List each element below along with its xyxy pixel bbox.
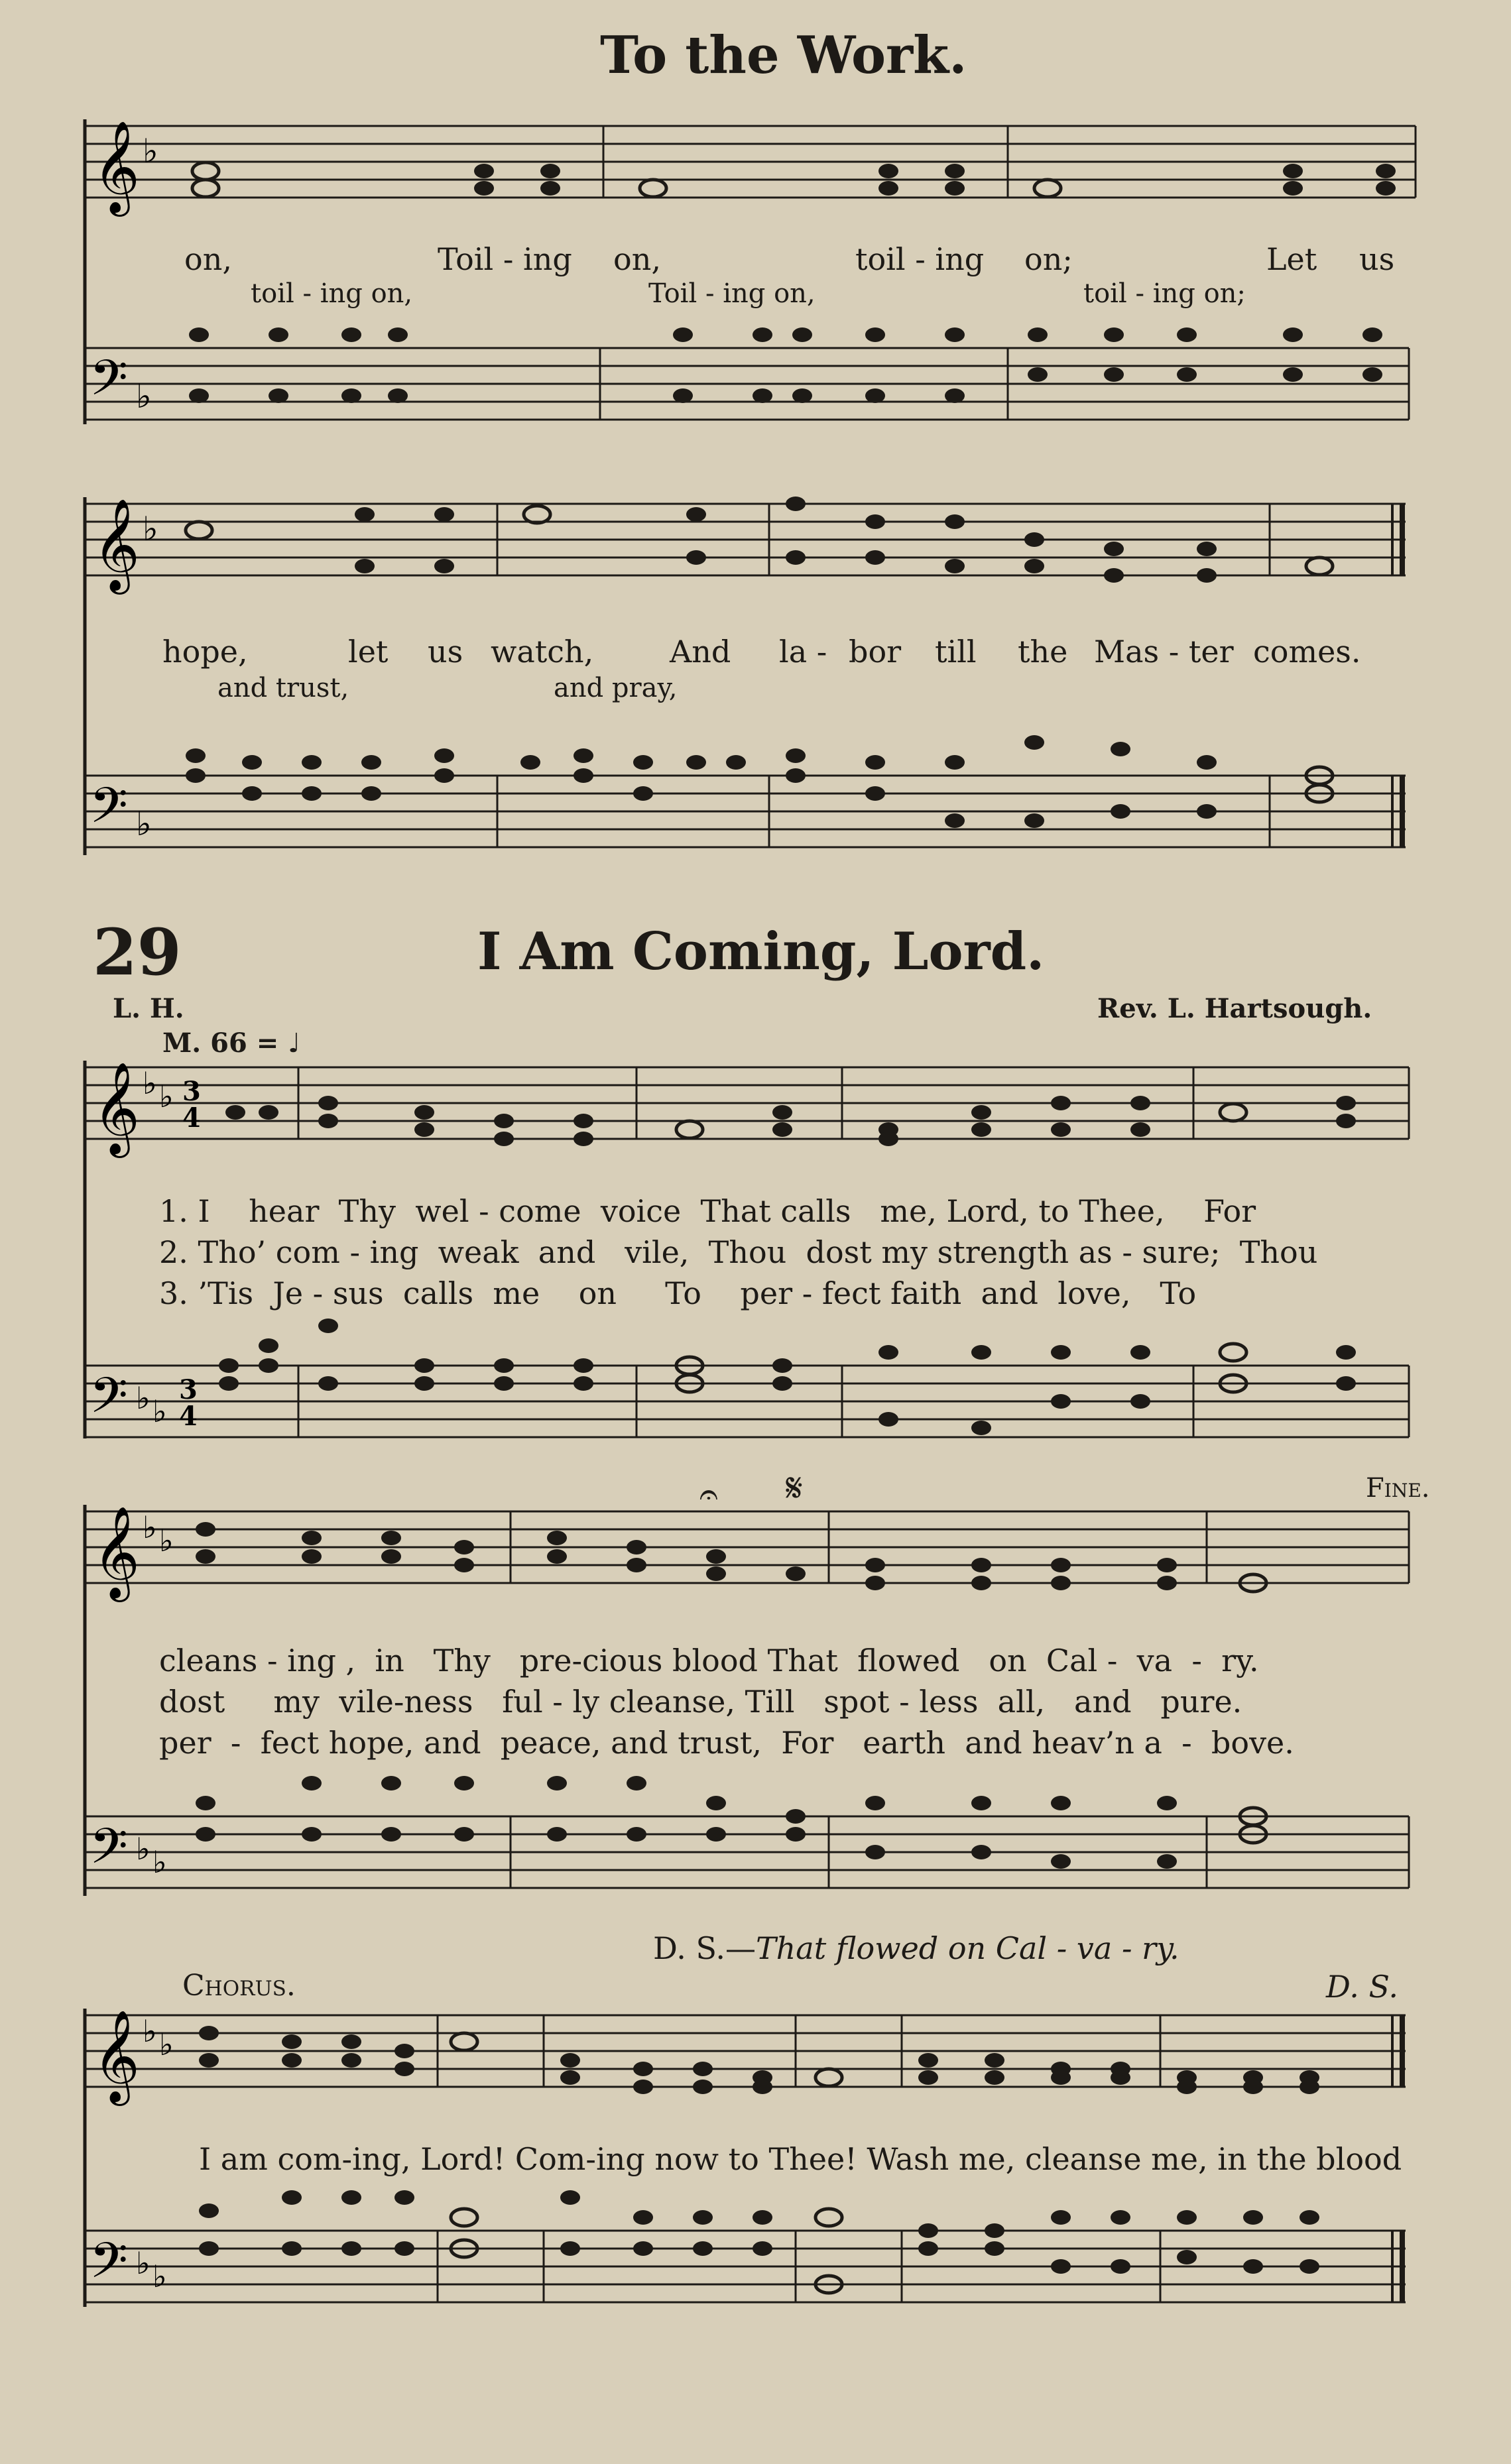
lyric-till: till [935, 634, 977, 670]
ds-lyrics: That flowed on Cal - va - ry. [755, 1930, 1179, 1966]
ds-instruction [653, 1930, 1179, 1966]
verse-1-line-2: cleans - ing , in Thy pre-cious blood That flowed on Cal - va - ry. [159, 1643, 1259, 1678]
system-4-bass-staff [0, 1810, 1511, 1903]
lyric-us-2: us [428, 634, 463, 670]
bass-lyric-1: toil - ing on, [251, 278, 413, 309]
bass-lyric-3: toil - ing on; [1083, 278, 1246, 309]
lyric-the: the [1018, 634, 1068, 670]
quarter-note-icon: ♩ [288, 1027, 301, 1059]
verse-3-line-1: 3. ’Tis Je - sus calls me on To per - fect faith and love, To [159, 1275, 1197, 1311]
svg-text:𝄞: 𝄞 [93, 1062, 140, 1154]
svg-text:𝄢: 𝄢 [90, 2232, 128, 2302]
svg-text:3: 3 [182, 1076, 201, 1107]
svg-text:4: 4 [179, 1401, 198, 1432]
lyric-master: Mas - ter [1094, 634, 1234, 670]
svg-text:𝄢: 𝄢 [90, 349, 128, 419]
lyric-la: la - [779, 634, 827, 670]
system-5-treble-staff [0, 2009, 1511, 2115]
lyric-on-1: on, [184, 241, 232, 277]
svg-text:♭: ♭ [152, 2259, 167, 2294]
verse-1-line-1: 1. I hear Thy wel - come voice That calls me, Lord, to Thee, For [159, 1193, 1256, 1229]
tempo-label: M. 66 = [162, 1027, 279, 1059]
fermata-icon: 𝄐 [699, 1475, 718, 1513]
svg-text:𝄞: 𝄞 [93, 121, 140, 213]
lyric-let: Let [1266, 241, 1317, 277]
ds-mark: D. S. [1326, 1969, 1398, 2005]
lyric-bor: bor [849, 634, 902, 670]
svg-text:♭: ♭ [159, 2026, 174, 2062]
fine-marking: Fine. [1366, 1473, 1430, 1503]
lyric-let-2: let [348, 634, 389, 670]
ds-prefix: D. S.— [653, 1930, 756, 1966]
bass-lyric-and-pray: and pray, [554, 673, 678, 703]
svg-text:♭: ♭ [159, 1079, 174, 1114]
chorus-lyrics: I am com-ing, Lord! Com-ing now to Thee! Wash me, cleanse me, in the blood [199, 2141, 1402, 2177]
svg-text:♭: ♭ [159, 1523, 174, 1558]
svg-text:𝄢: 𝄢 [90, 1367, 128, 1437]
lyric-watch: watch, [491, 634, 594, 670]
verse-2-line-1: 2. Tho’ com - ing weak and vile, Thou dost my strength as - sure; Thou [159, 1234, 1318, 1270]
lyric-on-2: on, [613, 241, 661, 277]
chorus-label: Chorus. [182, 1969, 296, 2003]
lyric-hope: hope, [162, 634, 248, 670]
lyric-on-3: on; [1024, 241, 1073, 277]
svg-text:♭: ♭ [143, 132, 158, 170]
svg-text:♭: ♭ [136, 805, 152, 843]
svg-text:3: 3 [179, 1374, 198, 1405]
hymn-29-title: I Am Coming, Lord. [477, 921, 1045, 982]
verse-3-line-2: per - fect hope, and peace, and trust, For earth and heav’n a - bove. [159, 1725, 1294, 1761]
author-credit: Rev. L. Hartsough. [1097, 993, 1372, 1024]
lyric-and: And [670, 634, 731, 670]
hymn-29-number: 29 [93, 915, 182, 990]
system-2-bass-staff [0, 769, 1511, 862]
svg-text:♭: ♭ [136, 1831, 151, 1867]
svg-text:♭: ♭ [143, 1065, 157, 1101]
svg-text:♭: ♭ [136, 1380, 151, 1416]
svg-text:4: 4 [182, 1102, 201, 1134]
bass-lyric-and-trust: and trust, [217, 673, 349, 703]
svg-text:♭: ♭ [143, 1509, 157, 1545]
hymn-28-title: To the Work. [600, 25, 967, 86]
system-1-bass-staff [0, 341, 1511, 428]
bass-lyric-2: Toil - ing on, [648, 278, 816, 309]
svg-text:𝄢: 𝄢 [90, 1818, 128, 1887]
svg-text:♭: ♭ [152, 1844, 167, 1880]
svg-text:♭: ♭ [152, 1393, 167, 1429]
lyric-comes: comes. [1253, 634, 1361, 670]
svg-text:𝄢: 𝄢 [90, 777, 128, 847]
svg-text:𝄞: 𝄞 [93, 2010, 140, 2102]
system-3-treble-staff [0, 1061, 1511, 1167]
segno-icon: 𝄋 [786, 1465, 803, 1511]
system-2-treble-staff [0, 497, 1511, 603]
svg-text:♭: ♭ [143, 2013, 157, 2049]
composer-credit: L. H. [113, 993, 184, 1024]
svg-text:𝄞: 𝄞 [93, 499, 140, 591]
system-4-treble-staff [0, 1505, 1511, 1611]
system-3-bass-staff [0, 1359, 1511, 1452]
lyric-toiling-1: Toil - ing [438, 241, 572, 277]
svg-text:♭: ♭ [136, 377, 152, 416]
system-5-bass-staff [0, 2224, 1511, 2317]
svg-text:♭: ♭ [136, 2245, 151, 2281]
tempo-marking [162, 1027, 300, 1059]
svg-text:𝄞: 𝄞 [93, 1506, 140, 1598]
system-1-treble-staff [0, 119, 1511, 225]
lyric-toiling-2: toil - ing [855, 241, 985, 277]
lyric-us: us [1359, 241, 1395, 277]
svg-text:♭: ♭ [143, 510, 158, 548]
verse-2-line-2: dost my vile-ness ful - ly cleanse, Till spot - less all, and pure. [159, 1684, 1242, 1720]
